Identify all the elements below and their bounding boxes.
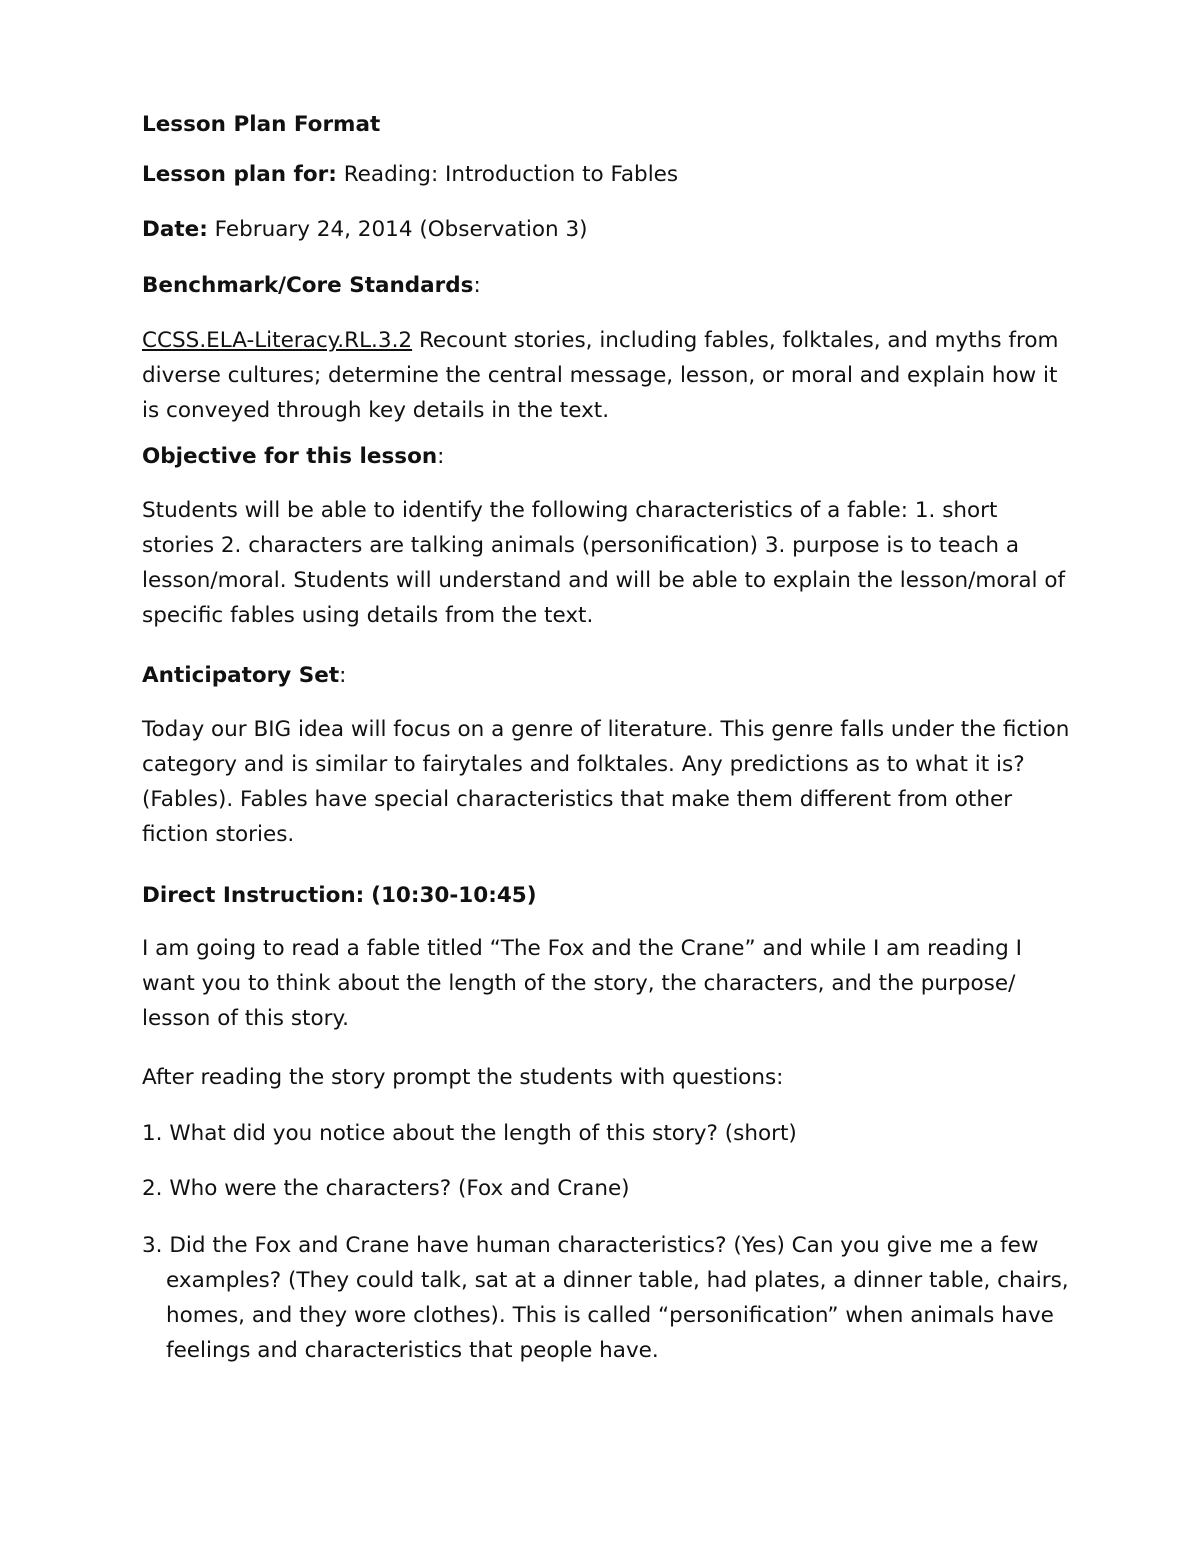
objective-heading: Objective for this lesson [142, 444, 438, 469]
list-item: 1. What did you notice about the length of this story? (short) [142, 1121, 797, 1146]
list-item: 2. Who were the characters? (Fox and Crane) [142, 1176, 630, 1201]
standards-text: Recount stories, including fables, folktales, and myths from diverse cultures; determine the central message, lesson, or moral and explain how it is conveyed through key details in the text. [142, 328, 1059, 423]
label-colon: : [355, 883, 365, 908]
lesson-plan-for-line [142, 157, 1072, 192]
direct-instruction-heading: Direct Instruction [142, 883, 356, 908]
anticipatory-heading-line [142, 658, 1072, 693]
date-value: February 24, 2014 (Observation 3) [214, 217, 588, 242]
list-item: 3. Did the Fox and Crane have human characteristics? (Yes) Can you give me a few examples? (They could talk, sat at a dinner table, had plates, a dinner table, chairs, homes, and they wore clothes). This is called “personification” when animals have feelings and characteristics that people have. [142, 1233, 1069, 1363]
lesson-plan-for-value: Reading: Introduction to Fables [343, 162, 679, 187]
anticipatory-paragraph: Today our BIG idea will focus on a genre of literature. This genre falls under the fiction category and is similar to fairytales and folktales. Any predictions as to what it is? (Fables). Fables have special characteristics that make them different from other fiction stories. [142, 717, 1070, 847]
label-colon: : [328, 162, 337, 187]
lesson-plan-for-label: Lesson plan for [142, 162, 329, 187]
standard-link[interactable]: CCSS.ELA-Literacy.RL.3.2 [142, 328, 413, 353]
standards-heading: Benchmark/Core Standards [142, 273, 474, 298]
direct-instruction-heading-line [142, 878, 1072, 913]
anticipatory-heading: Anticipatory Set [142, 663, 340, 688]
label-colon: : [437, 444, 445, 469]
label-colon: : [339, 663, 347, 688]
prompt-line: After reading the story prompt the students with questions: [142, 1065, 784, 1090]
standards-heading-line [142, 268, 1072, 303]
direct-instruction-time: (10:30-10:45) [371, 883, 537, 908]
label-colon: : [199, 217, 208, 242]
date-label: Date [142, 217, 200, 242]
date-line [142, 212, 1072, 247]
objective-paragraph: Students will be able to identify the following characteristics of a fable: 1. short stories 2. characters are talking animals (personification) 3. purpose is to teach a lesson/moral. Students will understand and will be able to explain the lesson/moral of specific fables using details from the text. [142, 498, 1066, 628]
label-colon: : [473, 273, 481, 298]
standards-paragraph [142, 323, 1072, 428]
document-title: Lesson Plan Format [142, 112, 381, 137]
direct-instruction-paragraph: I am going to read a fable titled “The Fox and the Crane” and while I am reading I want you to think about the length of the story, the characters, and the purpose/ lesson of this story. [142, 936, 1022, 1031]
objective-heading-line [142, 439, 1072, 474]
